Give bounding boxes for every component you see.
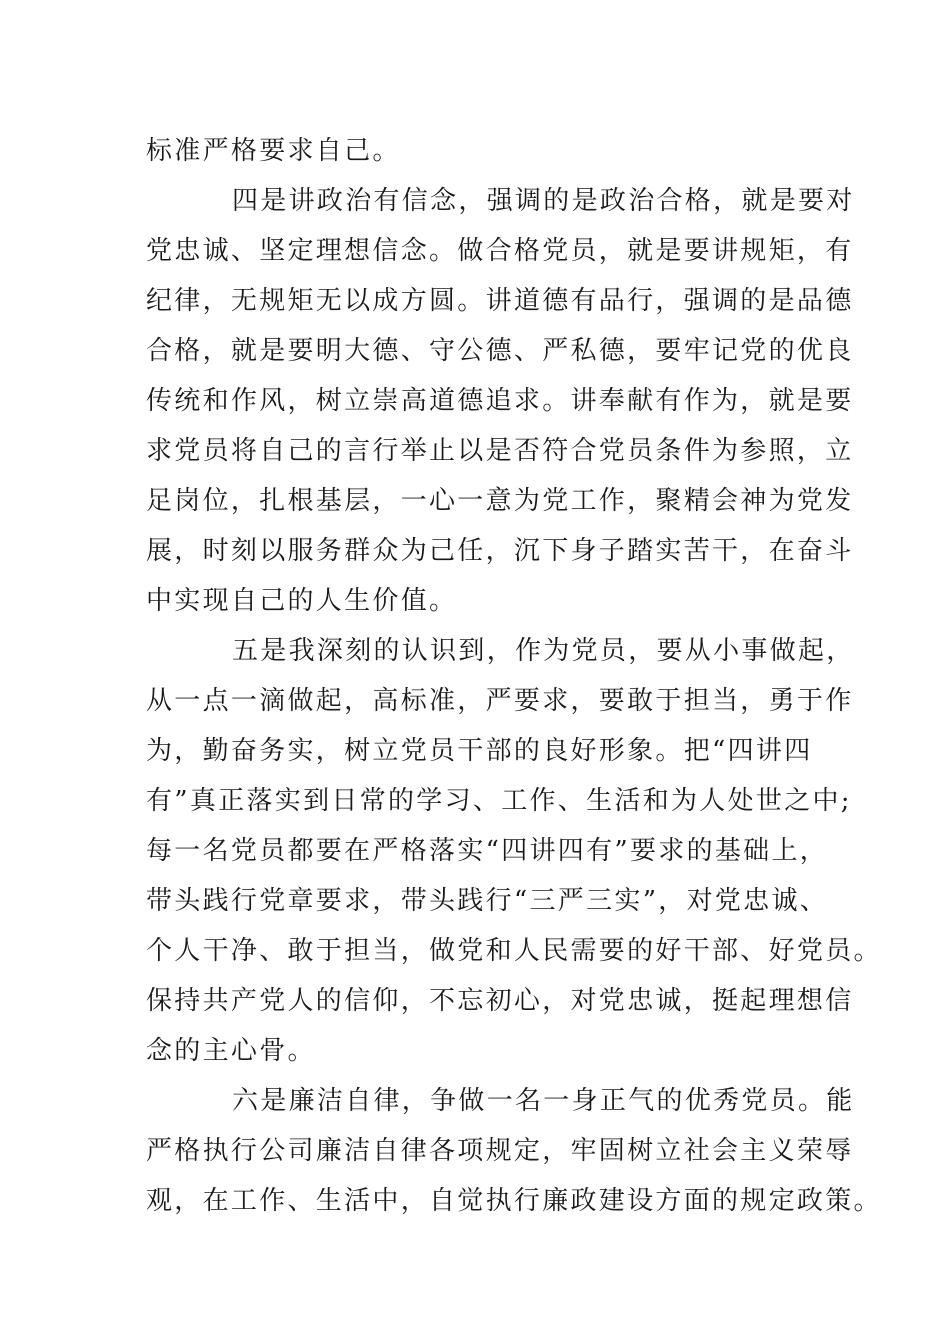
- text-line: 合格，就是要明大德、守公德、严私德，要牢记党的优良: [146, 336, 854, 366]
- text-line: 个人干净、敢于担当，做党和人民需要的好干部、好党员。: [146, 936, 882, 966]
- text-line: 传统和作风，树立崇高道德追求。讲奉献有作为，就是要: [146, 386, 854, 416]
- text-line: 从一点一滴做起，高标准，严要求，要敢于担当，勇于作: [146, 686, 854, 716]
- text-line: 保持共产党人的信仰，不忘初心，对党忠诚，挺起理想信: [146, 986, 854, 1016]
- text-line: 标准严格要求自己。: [146, 136, 401, 166]
- paragraph-start-line: 六是廉洁自律，争做一名一身正气的优秀党员。能: [232, 1086, 855, 1116]
- paragraph-start-line: 五是我深刻的认识到，作为党员，要从小事做起，: [232, 636, 855, 666]
- text-line: 为，勤奋务实，树立党员干部的良好形象。把“四讲四: [146, 736, 813, 766]
- text-line: 展，时刻以服务群众为己任，沉下身子踏实苦干，在奋斗: [146, 536, 854, 566]
- text-line: 求党员将自己的言行举止以是否符合党员条件为参照，立: [146, 436, 854, 466]
- text-line: 有”真正落实到日常的学习、工作、生活和为人处世之中;: [146, 786, 852, 816]
- text-line: 观，在工作、生活中，自觉执行廉政建设方面的规定政策。: [146, 1186, 882, 1216]
- text-line: 足岗位，扎根基层，一心一意为党工作，聚精会神为党发: [146, 486, 854, 516]
- text-line: 中实现自己的人生价值。: [146, 586, 458, 616]
- paragraph-start-line: 四是讲政治有信念，强调的是政治合格，就是要对: [232, 186, 855, 216]
- text-line: 带头践行党章要求，带头践行“三严三实”，对党忠诚、: [146, 886, 829, 916]
- text-line: 每一名党员都要在严格落实“四讲四有”要求的基础上，: [146, 836, 829, 866]
- text-line: 严格执行公司廉洁自律各项规定，牢固树立社会主义荣辱: [146, 1136, 854, 1166]
- text-line: 念的主心骨。: [146, 1036, 316, 1066]
- text-line: 纪律，无规矩无以成方圆。讲道德有品行，强调的是品德: [146, 286, 854, 316]
- text-line: 党忠诚、坚定理想信念。做合格党员，就是要讲规矩，有: [146, 236, 854, 266]
